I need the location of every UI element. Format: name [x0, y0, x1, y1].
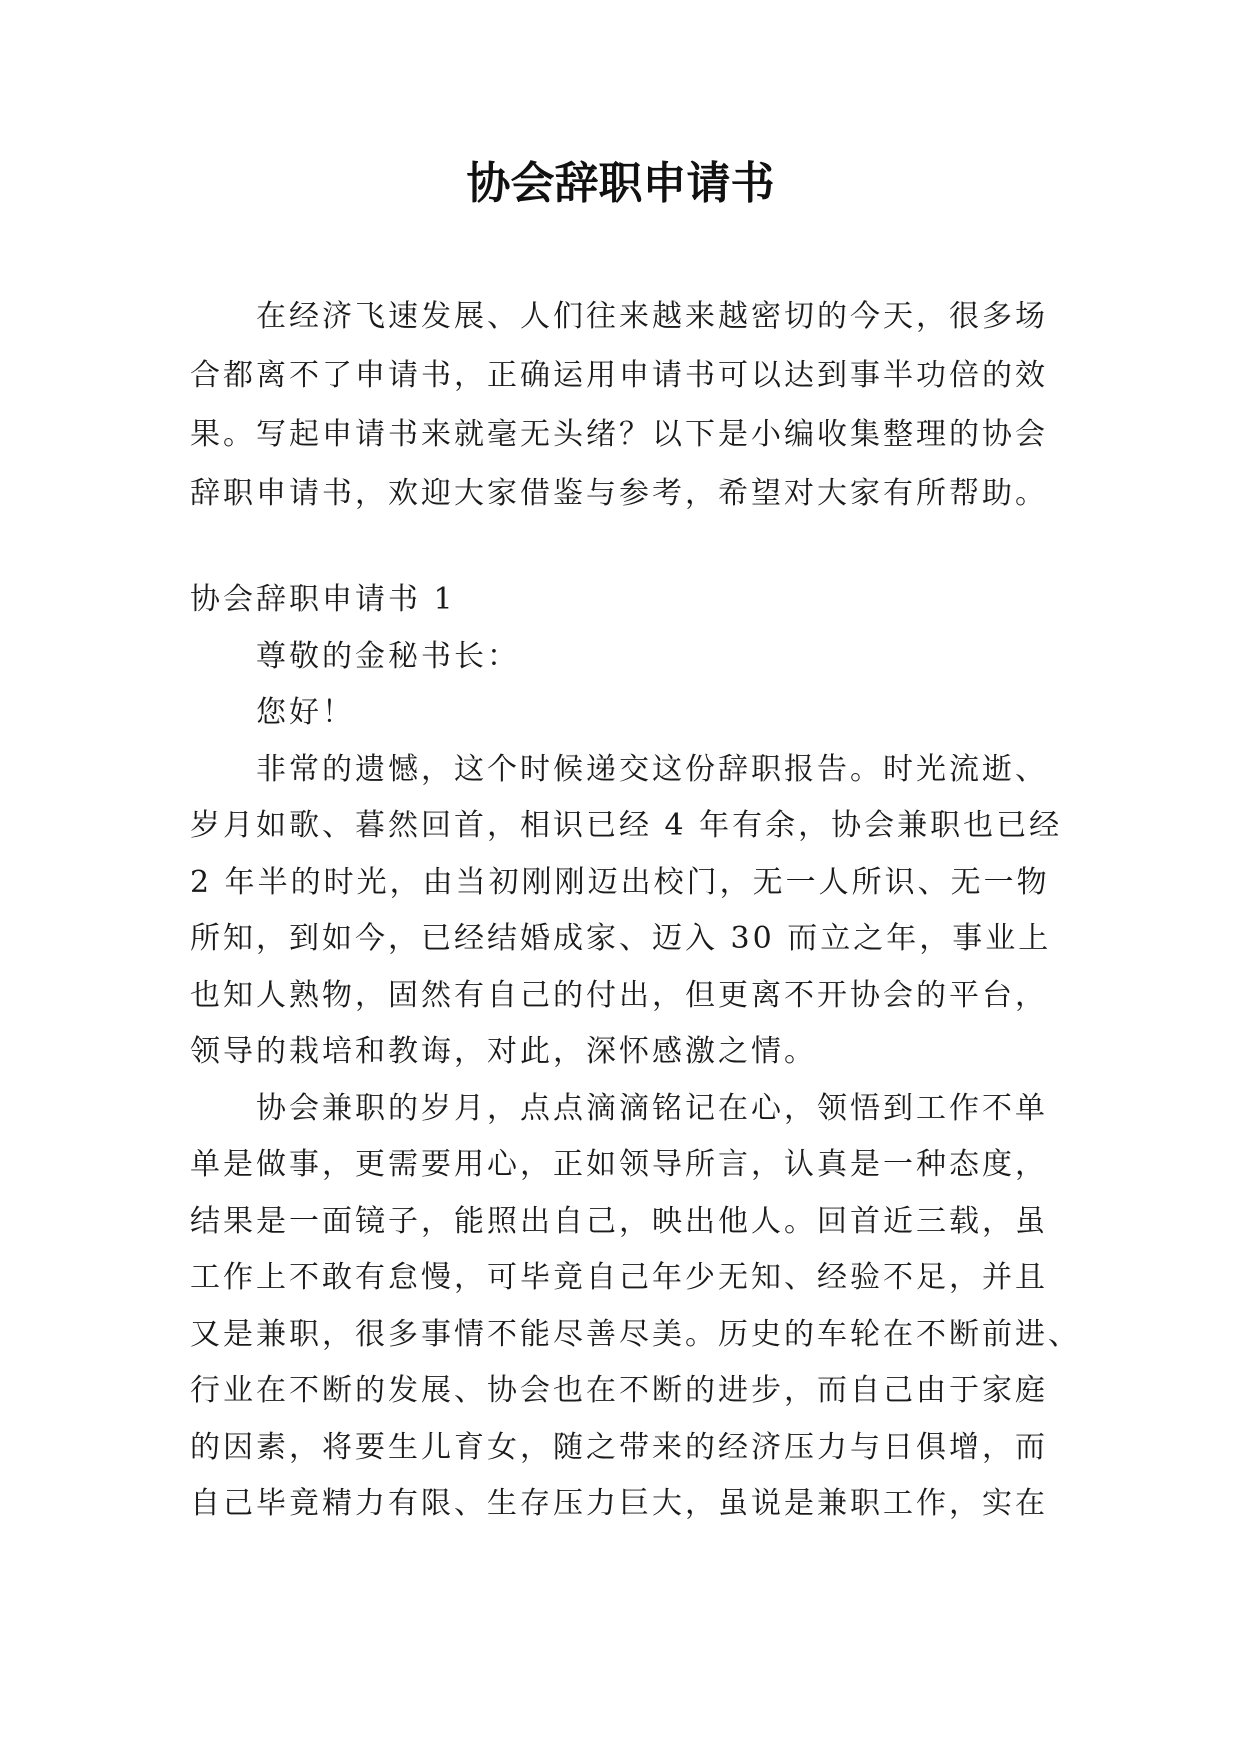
letter-section	[190, 572, 1081, 1533]
letter-line: 自己毕竟精力有限、生存压力巨大，虽说是兼职工作，实在	[190, 1486, 1048, 1521]
intro-line: 合都离不了申请书，正确运用申请书可以达到事半功倍的效	[190, 358, 1048, 393]
letter-line: 又是兼职，很多事情不能尽善尽美。历史的车轮在不断前进、	[190, 1316, 1081, 1352]
letter-line: 行业在不断的发展、协会也在不断的进步，而自己由于家庭	[190, 1373, 1048, 1408]
intro-line: 辞职申请书，欢迎大家借鉴与参考，希望对大家有所帮助。	[190, 476, 1048, 511]
letter-line: 工作上不敢有怠慢，可毕竟自己年少无知、经验不足，并且	[190, 1260, 1048, 1295]
letter-line: 非常的遗憾，这个时候递交这份辞职报告。时光流逝、	[190, 751, 1048, 787]
letter-line: 结果是一面镜子，能照出自己，映出他人。回首近三载，虽	[190, 1203, 1048, 1239]
intro-line: 在经济飞速发展、人们往来越来越密切的今天，很多场	[190, 299, 1048, 334]
section-heading: 协会辞职申请书 1	[190, 582, 456, 617]
document-title: 协会辞职申请书	[466, 158, 775, 209]
letter-line: 也知人熟物，固然有自己的付出，但更离不开协会的平台，	[190, 977, 1048, 1013]
letter-line: 2 年半的时光，由当初刚刚迈出校门，无一人所识、无一物	[190, 864, 1050, 900]
letter-line: 领导的栽培和教诲，对此，深怀感激之情。	[190, 1034, 817, 1069]
letter-line: 的因素，将要生儿育女，随之带来的经济压力与日俱增，而	[190, 1429, 1048, 1465]
salutation: 尊敬的金秘书长：	[190, 638, 520, 674]
letter-line: 协会兼职的岁月，点点滴滴铭记在心，领悟到工作不单	[190, 1090, 1048, 1126]
letter-line: 所知，到如今，已经结婚成家、迈入 30 而立之年，事业上	[190, 921, 1052, 956]
intro-line: 果。写起申请书来就毫无头绪？以下是小编收集整理的协会	[190, 417, 1048, 452]
greeting: 您好！	[190, 695, 355, 730]
intro-paragraph	[190, 287, 1070, 523]
letter-line: 岁月如歌、暮然回首，相识已经 4 年有余，协会兼职也已经	[190, 808, 1063, 843]
letter-line: 单是做事，更需要用心，正如领导所言，认真是一种态度，	[190, 1147, 1048, 1182]
